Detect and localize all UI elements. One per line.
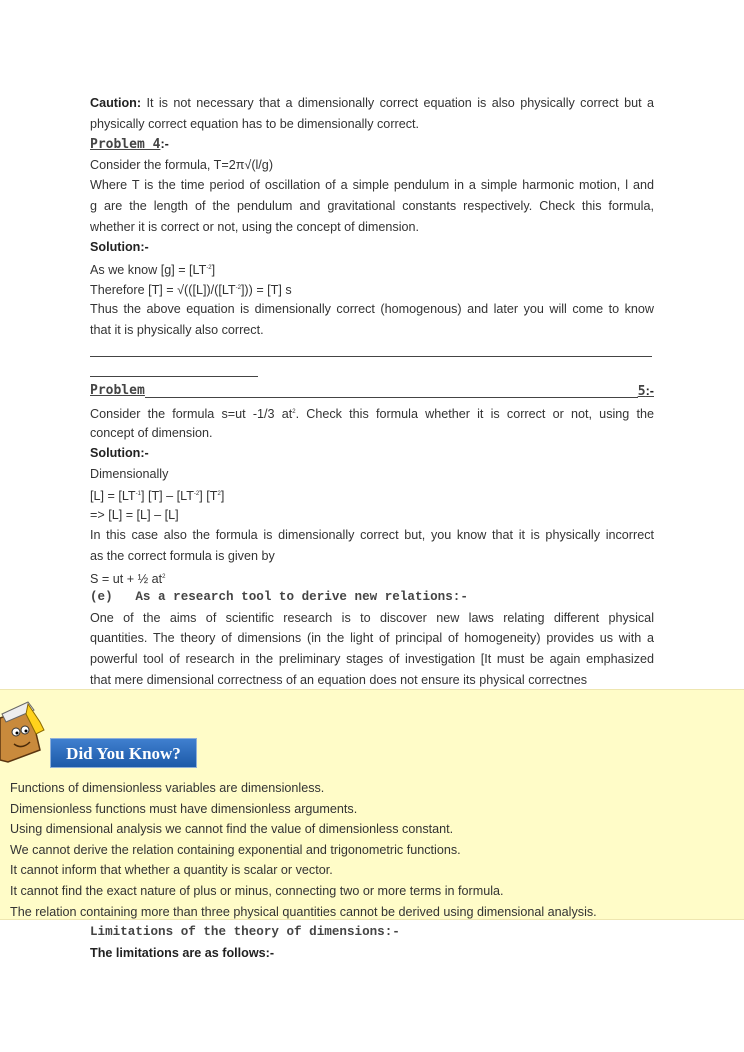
problem-4-formula: Consider the formula, T=2π√(l/g)	[90, 157, 274, 172]
conclusion-text: that it is physically also correct.	[90, 322, 264, 337]
list-item: Using dimensional analysis we cannot find the value of dimensionless constant.	[10, 822, 454, 837]
problem-5-heading: Problem 5:-	[90, 383, 654, 400]
caution-label: Caution:	[90, 96, 142, 110]
list-item: It cannot find the exact nature of plus or minus, connecting two or more terms in formula.	[10, 883, 504, 898]
problem-4-text: Where T is the time period of oscillation of a simple pendulum in a simple harmonic motion, l and	[90, 178, 654, 193]
section-e-text: powerful tool of research in the preliminary stages of investigation [It must be again emphasized	[90, 652, 654, 667]
equation: $[L] = [LT^{-1}]$ $[T] - [LT^{-2}]$ $[T^2]$	[90, 489, 225, 504]
section-e-text: that mere dimensional correctness of an equation does not ensure its physical correctnes	[90, 672, 588, 687]
list-item: It cannot inform that whether a quantity is scalar or vector.	[10, 863, 333, 878]
did-you-know-list	[10, 778, 597, 922]
solution-label: Solution:-	[90, 240, 149, 255]
divider-line	[90, 361, 654, 382]
conclusion-text: Thus the above equation is dimensionally correct (homogenous) and later you will come to know	[90, 301, 654, 316]
solution-text: as the correct formula is given by	[90, 549, 275, 564]
problem-5-text: concept of dimension.	[90, 425, 213, 440]
problem-4-text: g are the length of the pendulum and gravitational constants respectively. Check this formula,	[90, 198, 654, 213]
equation: S = ut + ½ $at^2$	[90, 571, 166, 586]
problem-5-text: Consider the formula s=ut -1/3 $at^2$. Check this formula whether it is correct or not, using the	[90, 406, 654, 421]
section-e-text: quantities. The theory of dimensions (in the light of principal of homogeneity) provides us with a	[90, 631, 654, 646]
main-text-column	[90, 93, 654, 690]
solution-label: Solution:-	[90, 446, 149, 461]
solution-text: Dimensionally	[90, 466, 169, 481]
limitations-section	[90, 922, 400, 964]
did-you-know-button[interactable]: Did You Know?	[50, 738, 197, 768]
limitations-heading: Limitations of the theory of dimensions:-	[90, 925, 400, 939]
book-mascot-icon	[0, 700, 46, 766]
divider-line	[90, 340, 654, 361]
section-e-heading: (e) As a research tool to derive new relations:-	[90, 590, 468, 605]
problem-4-text: whether it is correct or not, using the concept of dimension.	[90, 219, 420, 234]
problem-4-heading: Problem 4:-	[90, 137, 169, 153]
solution-step-2: Therefore $[T] = √(([L])/([LT^{-2}])) = [T]$ s	[90, 283, 292, 298]
list-item: Functions of dimensionless variables are dimensionless.	[10, 781, 325, 795]
limitations-subheading: The limitations are as follows:-	[90, 946, 275, 960]
equation: => [L] = [L] – [L]	[90, 507, 179, 522]
caution-line-2: physically correct equation has to be dimensionally correct.	[90, 116, 419, 131]
caution-line: Caution: It is not necessary that a dimensionally correct equation is also physically correct but a	[90, 96, 654, 110]
did-you-know-box	[0, 689, 744, 920]
list-item: The relation containing more than three physical quantities cannot be derived using dimensional analysis.	[10, 904, 597, 919]
section-e-text: One of the aims of scientific research is to discover new laws relating different physical	[90, 610, 654, 625]
solution-text: In this case also the formula is dimensionally correct but, you know that it is physically incorrect	[90, 528, 654, 543]
solution-step-1: As we know $[g] = [LT^{-2}]$	[90, 262, 216, 277]
list-item: We cannot derive the relation containing exponential and trigonometric functions.	[10, 842, 461, 857]
list-item: Dimensionless functions must have dimensionless arguments.	[10, 801, 358, 816]
